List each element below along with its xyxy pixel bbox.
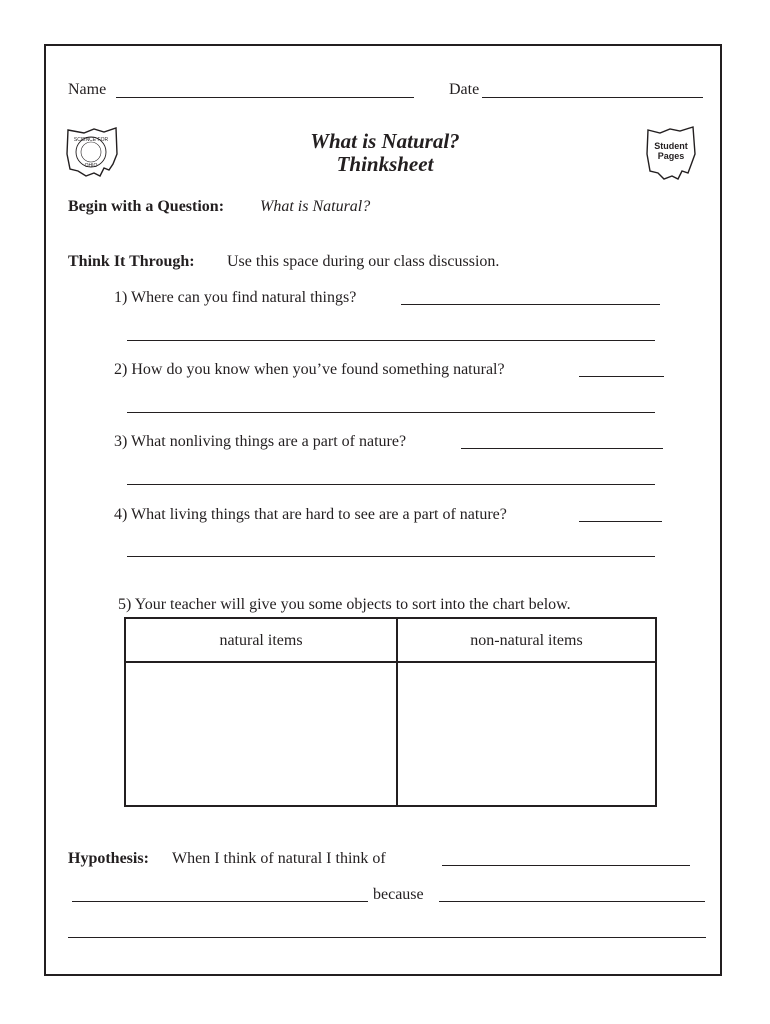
begin-label: Begin with a Question: [68, 198, 225, 215]
hypothesis-label: Hypothesis: [68, 850, 149, 867]
think-label: Think It Through: [68, 253, 195, 270]
worksheet-title: What is Natural? [310, 129, 460, 153]
natural-items-cell[interactable] [125, 662, 397, 806]
answer-4-line-b[interactable] [127, 556, 655, 557]
svg-text:SCIENCE FOR: SCIENCE FOR [73, 137, 109, 143]
student-badge-line1: Student [654, 141, 688, 151]
name-label: Name [68, 81, 107, 98]
answer-2-line-a[interactable] [579, 376, 664, 377]
hypothesis-line-b[interactable] [72, 901, 368, 902]
ohio-science-seal-icon [64, 124, 124, 180]
date-field[interactable] [482, 97, 703, 98]
think-text: Use this space during our class discussion. [227, 253, 500, 270]
date-label: Date [449, 81, 480, 98]
question-3: 3) What nonliving things are a part of nature? [114, 433, 407, 450]
worksheet-subtitle: Thinksheet [336, 152, 434, 176]
answer-4-line-a[interactable] [579, 521, 662, 522]
hypothesis-line-c[interactable] [68, 937, 706, 938]
question-1: 1) Where can you find natural things? [114, 289, 357, 306]
svg-text:OHIO: OHIO [84, 163, 98, 169]
hypothesis-line-a[interactable] [442, 865, 690, 866]
hypothesis-text: When I think of natural I think of [172, 850, 386, 867]
because-text: because [373, 886, 424, 903]
ohio-state-outline-icon [644, 124, 700, 182]
answer-3-line-a[interactable] [461, 448, 663, 449]
begin-question: What is Natural? [260, 198, 371, 215]
student-badge-line2: Pages [657, 151, 685, 161]
answer-2-line-b[interactable] [127, 412, 655, 413]
name-field[interactable] [116, 97, 414, 98]
answer-3-line-b[interactable] [127, 484, 655, 485]
column-natural-items: natural items [125, 618, 397, 662]
column-non-natural-items: non-natural items [397, 618, 656, 662]
answer-1-line-b[interactable] [127, 340, 655, 341]
because-line[interactable] [439, 901, 705, 902]
question-2: 2) How do you know when you’ve found something natural? [114, 361, 505, 378]
answer-1-line-a[interactable] [401, 304, 660, 305]
sort-instruction: 5) Your teacher will give you some objects to sort into the chart below. [118, 596, 571, 613]
non-natural-items-cell[interactable] [397, 662, 656, 806]
sorting-chart [124, 617, 657, 807]
question-4: 4) What living things that are hard to see are a part of nature? [114, 506, 507, 523]
